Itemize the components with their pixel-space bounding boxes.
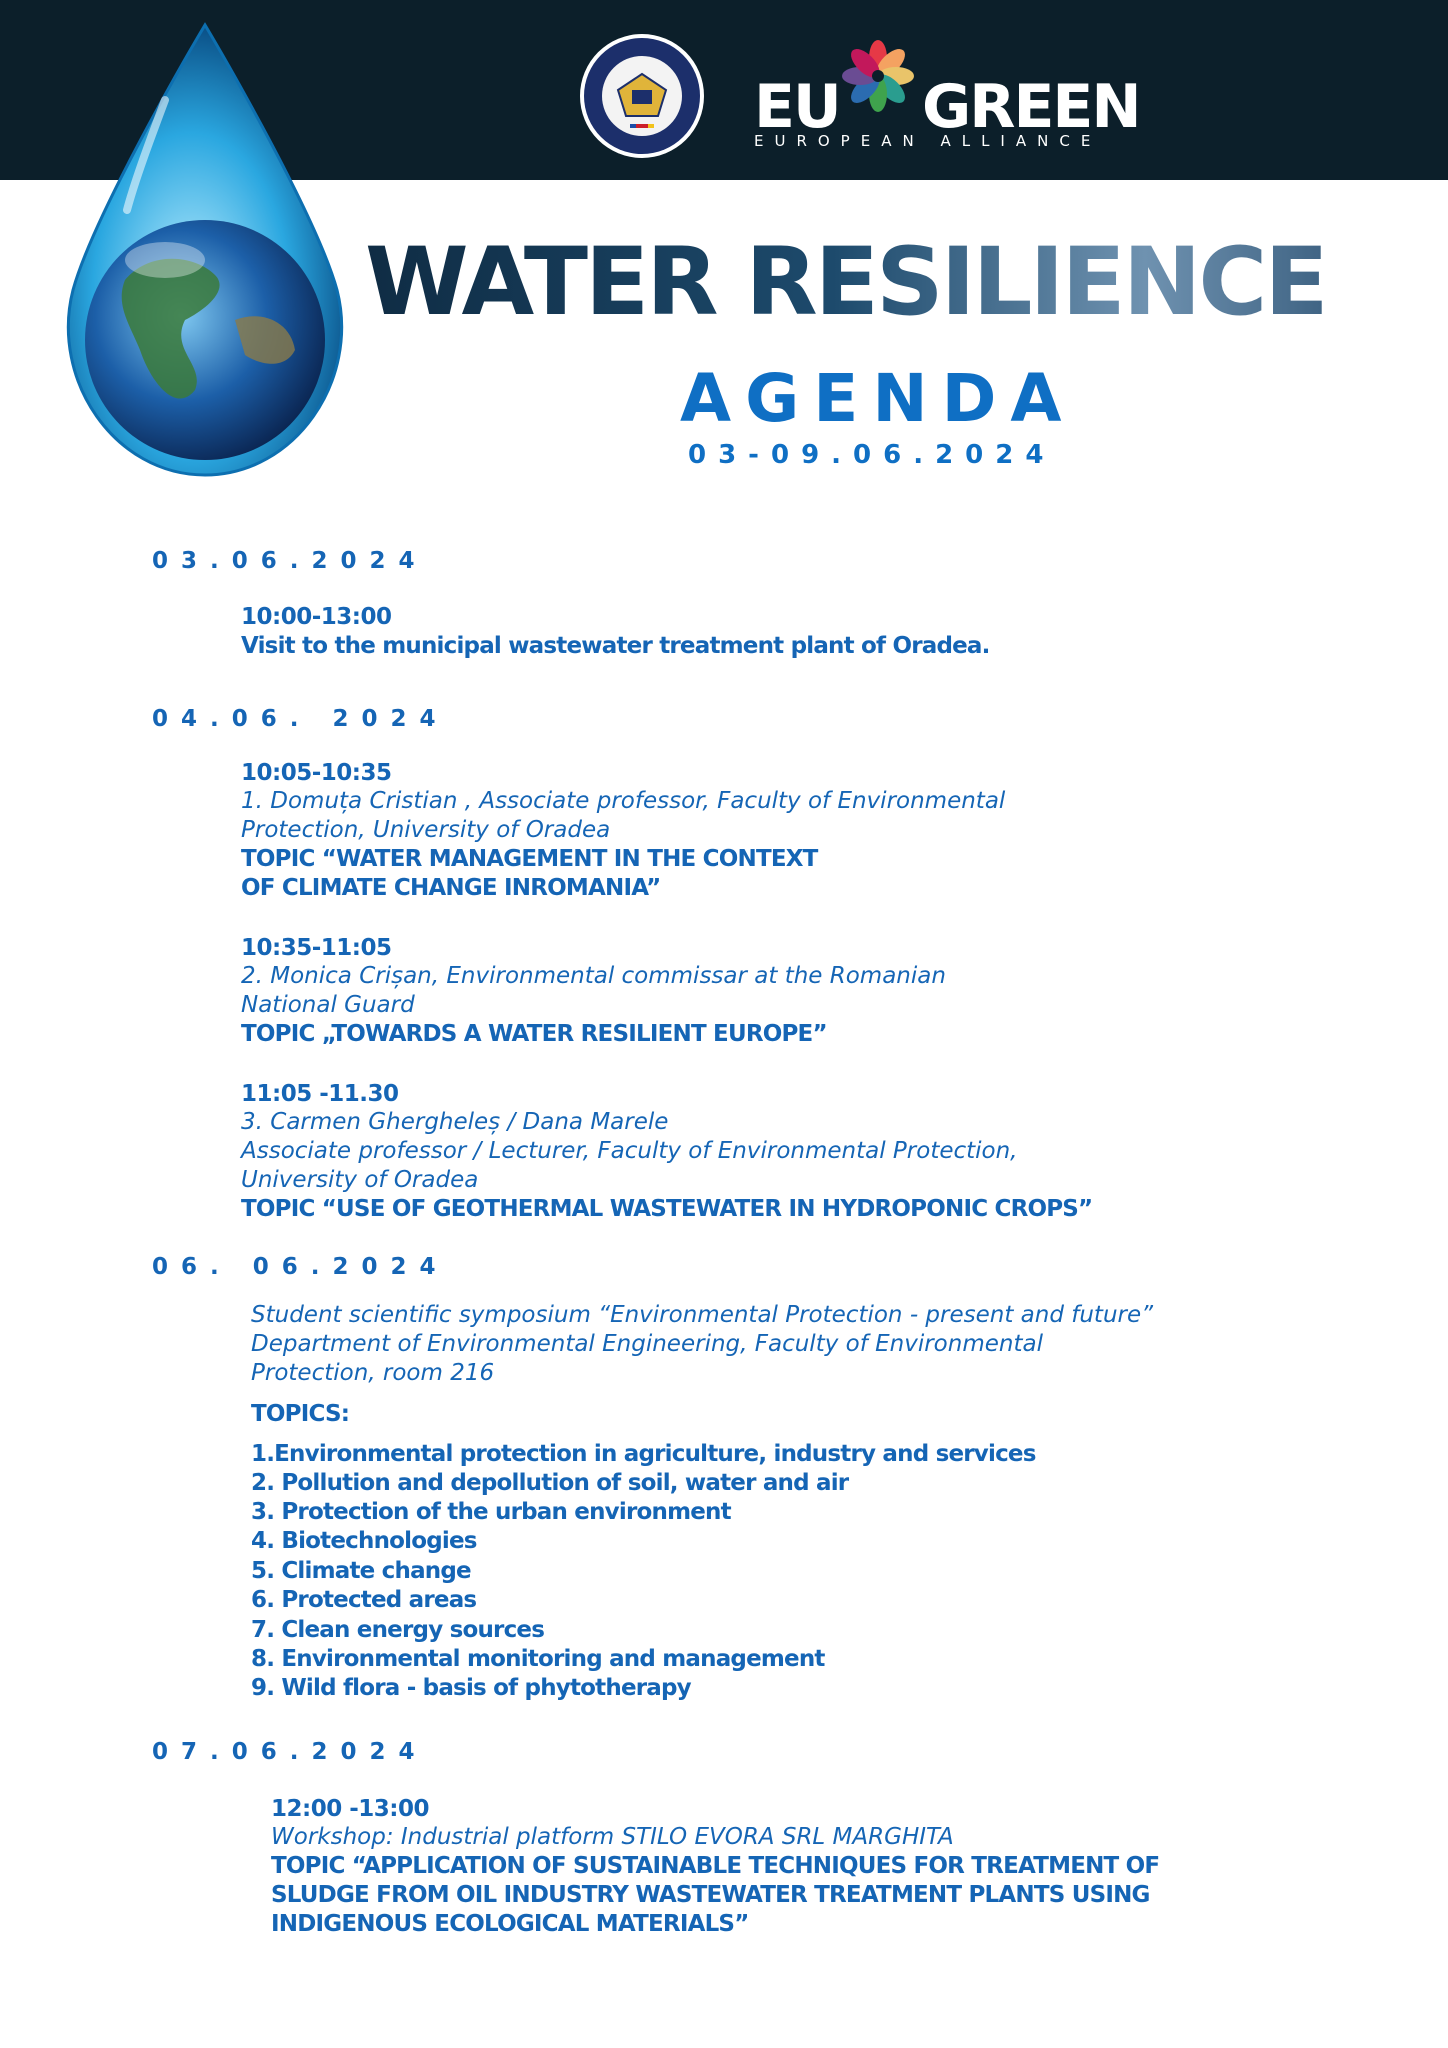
session-topic: OF CLIMATE CHANGE INROMANIA” (241, 875, 661, 901)
session-speaker: National Guard (241, 992, 415, 1018)
session-time: 12:00 -13:00 (271, 1796, 429, 1822)
page-title: WATER RESILIENCE (365, 228, 1405, 338)
symposium-description: Student scientific symposium “Environmental Protection - present and future” (251, 1302, 1154, 1328)
symposium-description: Protection, room 216 (251, 1360, 495, 1386)
agenda-date-range: 03-09.06.2024 (688, 440, 1056, 470)
session-time: 10:05-10:35 (241, 760, 392, 786)
eu-green-logo (750, 30, 1140, 160)
session-speaker: Protection, University of Oradea (241, 817, 611, 843)
topics-label: TOPICS: (251, 1401, 350, 1427)
topic-list-item: 6. Protected areas (251, 1587, 477, 1613)
water-drop-earth-image (55, 20, 355, 480)
day-heading: 03.06.2024 (152, 548, 428, 574)
session-speaker: Workshop: Industrial platform STILO EVORA SRL MARGHITA (271, 1824, 954, 1850)
session-speaker: 2. Monica Crișan, Environmental commissar at the Romanian (241, 963, 946, 989)
day-heading: 06. 06.2024 (152, 1254, 449, 1280)
session-topic: TOPIC “USE OF GEOTHERMAL WASTEWATER IN HYDROPONIC CROPS” (241, 1196, 1093, 1222)
topic-list-item: 9. Wild flora - basis of phytotherapy (251, 1675, 691, 1701)
topic-list-item: 1.Environmental protection in agriculture, industry and services (251, 1441, 1036, 1467)
day-heading: 07.06.2024 (152, 1739, 428, 1765)
eu-green-logo-left: EU (754, 72, 840, 142)
eu-green-flower-icon (838, 36, 918, 116)
topic-list-item: 4. Biotechnologies (251, 1528, 477, 1554)
session-topic: TOPIC „TOWARDS A WATER RESILIENT EUROPE” (241, 1021, 827, 1047)
day-heading: 04.06. 2024 (152, 706, 449, 732)
session-time: 11:05 -11.30 (241, 1081, 399, 1107)
session-time: 10:35-11:05 (241, 935, 392, 961)
eu-green-logo-right: GREEN (922, 72, 1140, 142)
university-seal-logo (578, 32, 706, 160)
eu-green-subtitle: EUROPEAN ALLIANCE (754, 132, 1102, 150)
topic-list-item: 8. Environmental monitoring and management (251, 1646, 825, 1672)
session-speaker: 3. Carmen Ghergheleș / Dana Marele (241, 1109, 669, 1135)
session-topic: SLUDGE FROM OIL INDUSTRY WASTEWATER TREATMENT PLANTS USING (271, 1882, 1150, 1908)
agenda-heading: AGENDA (680, 360, 1076, 437)
session-speaker: 1. Domuța Cristian , Associate professor, Faculty of Environmental (241, 788, 1006, 814)
session-speaker: Associate professor / Lecturer, Faculty of Environmental Protection, (241, 1138, 1018, 1164)
session-speaker: University of Oradea (241, 1167, 479, 1193)
session-topic: INDIGENOUS ECOLOGICAL MATERIALS” (271, 1911, 749, 1937)
session-time: 10:00-13:00 (241, 604, 392, 630)
symposium-description: Department of Environmental Engineering, Faculty of Environmental (251, 1331, 1043, 1357)
topic-list-item: 3. Protection of the urban environment (251, 1499, 731, 1525)
topic-list-item: 2. Pollution and depollution of soil, water and air (251, 1470, 849, 1496)
session-topic: TOPIC “APPLICATION OF SUSTAINABLE TECHNIQUES FOR TREATMENT OF (271, 1853, 1160, 1879)
topic-list-item: 5. Climate change (251, 1558, 471, 1584)
topic-list-item: 7. Clean energy sources (251, 1617, 545, 1643)
session-description: Visit to the municipal wastewater treatment plant of Oradea. (241, 633, 990, 659)
session-topic: TOPIC “WATER MANAGEMENT IN THE CONTEXT (241, 846, 818, 872)
